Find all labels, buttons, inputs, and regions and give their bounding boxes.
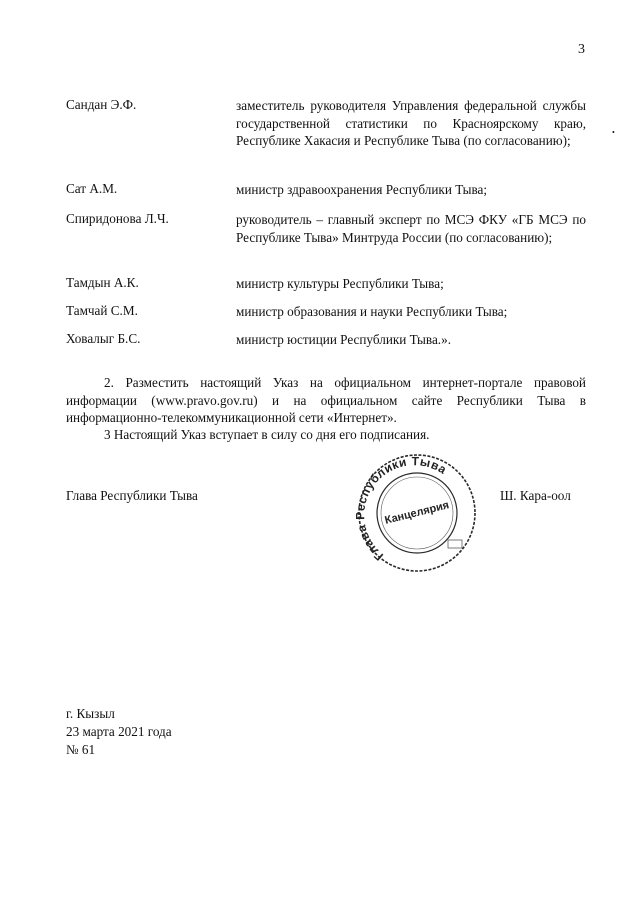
member-role: министр здравоохранения Республики Тыва; xyxy=(236,182,488,197)
member-name: Тамдын А.К. xyxy=(66,275,139,290)
page-number: 3 xyxy=(578,42,585,57)
member-role: руководитель – главный эксперт по МСЭ ФКУ «ГБ МСЭ по Республике Тыва» Минтруда России (по согласованию); xyxy=(236,212,586,245)
signature-title: Глава Республики Тыва xyxy=(66,488,198,503)
member-role: заместитель руководителя Управления федеральной службы государственной статистики по Красноярскому краю, Республике Хакасия и Республике Тыва (по согласованию); xyxy=(236,98,586,148)
member-name: Спиридонова Л.Ч. xyxy=(66,211,169,226)
clause-2: 2. Разместить настоящий Указ на официальном интернет-портале правовой информации (www.pravo.gov.ru) и на официальном сайте Республики Тыва в информационно-телекоммуникационной сети «Интернет». xyxy=(66,375,586,425)
member-role: министр культуры Республики Тыва; xyxy=(236,276,444,291)
footer-city: г. Кызыл xyxy=(66,706,115,721)
member-name: Ховалыг Б.С. xyxy=(66,331,141,346)
clause-3: 3 Настоящий Указ вступает в силу со дня его подписания. xyxy=(104,427,430,442)
footer-date: 23 марта 2021 года xyxy=(66,724,172,739)
member-name: Тамчай С.М. xyxy=(66,303,138,318)
member-role: министр юстиции Республики Тыва.». xyxy=(236,332,451,347)
seal-inner-text: Канцелярия xyxy=(383,499,451,527)
seal-outer-text: Глав спублики Тыва xyxy=(356,454,450,564)
member-role: министр образования и науки Республики Тыва; xyxy=(236,304,508,319)
member-name: Сат А.М. xyxy=(66,181,118,196)
member-name: Сандан Э.Ф. xyxy=(66,97,137,112)
scan-mark: • xyxy=(612,128,615,137)
footer-number: № 61 xyxy=(66,742,96,757)
official-seal xyxy=(356,452,478,574)
signature-name: Ш. Кара-оол xyxy=(500,488,571,503)
